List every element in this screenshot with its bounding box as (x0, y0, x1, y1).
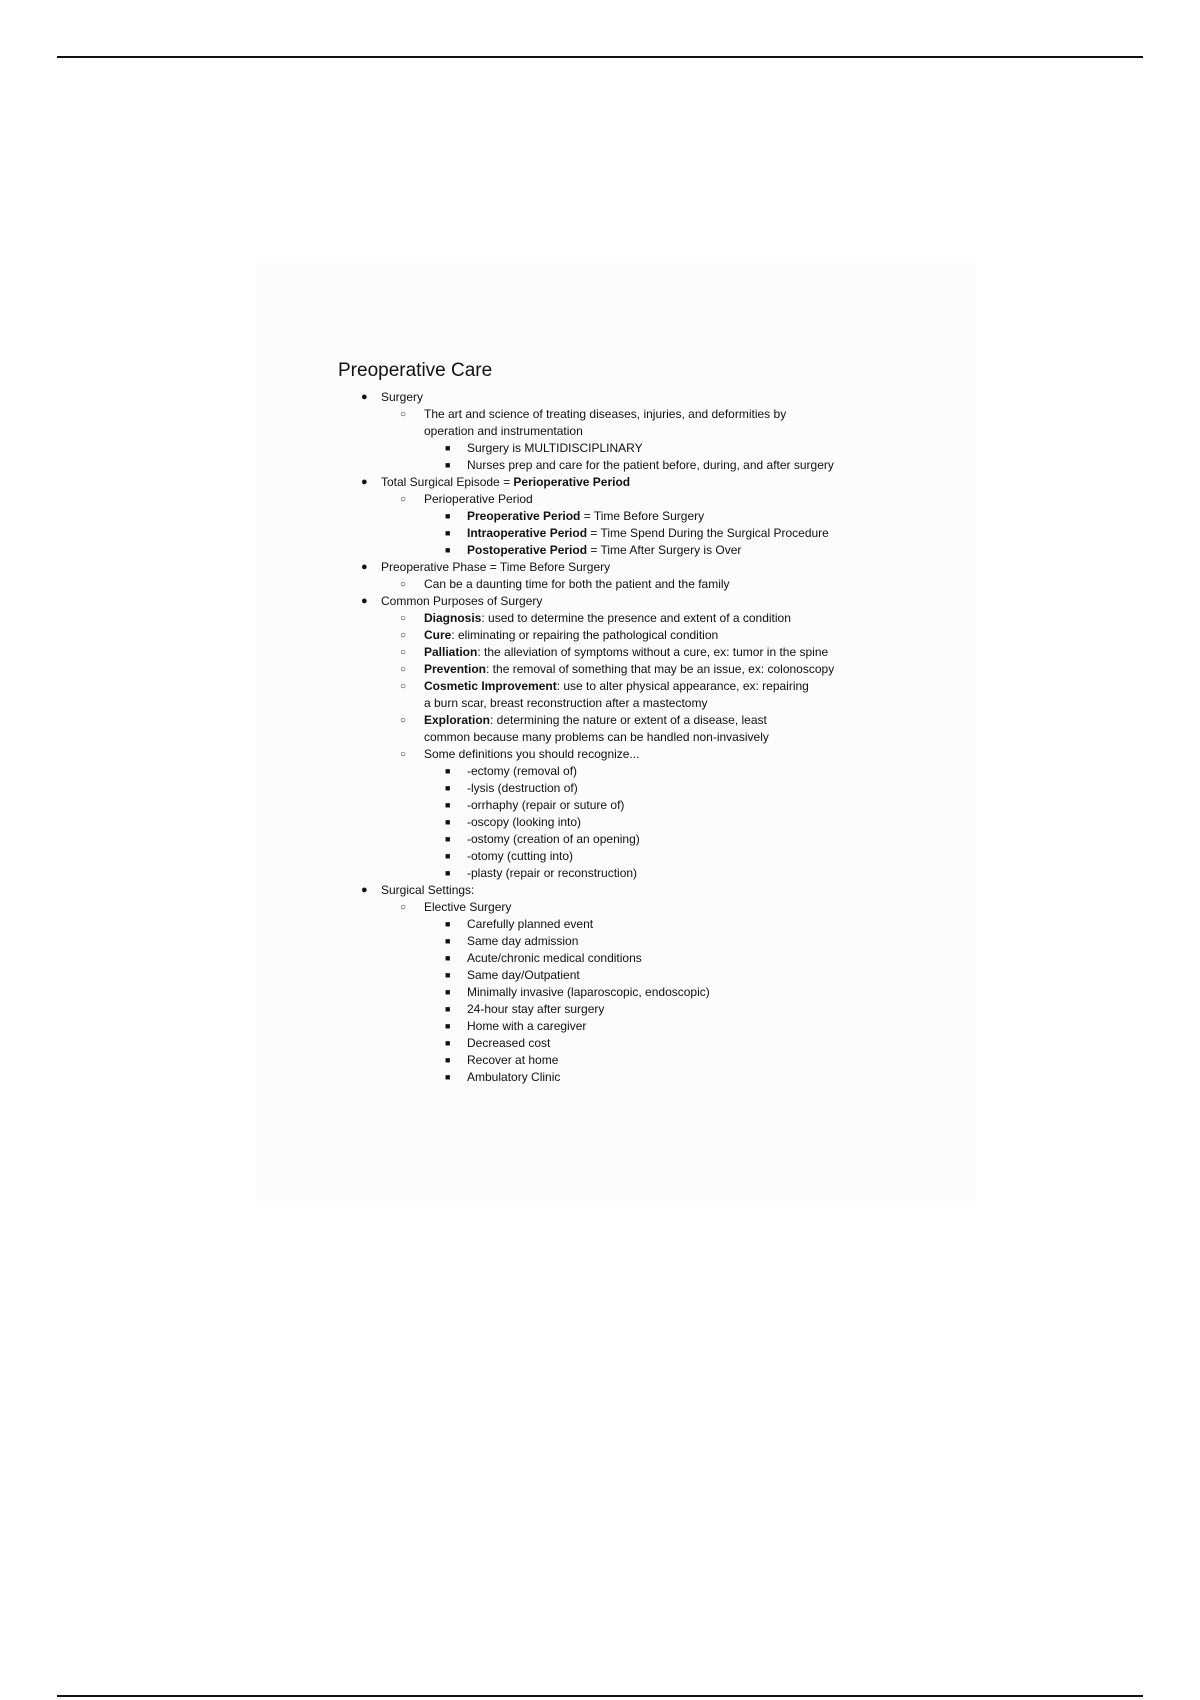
document-body (338, 360, 898, 1086)
outline-item-text (424, 678, 814, 712)
outline-item-text (381, 559, 898, 576)
outline-item-body: Same day/Outpatient (467, 968, 580, 982)
bullet-marker-icon: ■ (445, 936, 451, 946)
outline-item-text (467, 1052, 898, 1069)
bullet-marker-icon: ● (361, 595, 368, 607)
outline-item-level-3 (338, 457, 898, 474)
outline-item-body: -otomy (cutting into) (467, 849, 574, 863)
outline-item-level-3 (338, 1069, 898, 1086)
bullet-marker-icon: ● (361, 561, 368, 573)
outline-item-body: : used to determine the presence and extent of a condition (481, 611, 791, 625)
outline-item-body: The art and science of treating diseases, injuries, and deformities by operation and instrumentation (424, 407, 787, 438)
outline-item-text (467, 1018, 898, 1035)
bullet-marker-icon: ■ (445, 834, 451, 844)
bullet-marker-icon: ■ (445, 511, 451, 521)
outline-item-body: Perioperative Period (424, 492, 533, 506)
outline-item-body: -ectomy (removal of) (467, 764, 578, 778)
outline-item-text (381, 474, 898, 491)
bullet-marker-icon: ○ (400, 630, 407, 641)
outline-item-label: Prevention (424, 662, 487, 676)
outline-item-level-3 (338, 1035, 898, 1052)
bullet-marker-icon: ○ (400, 613, 407, 624)
bullet-marker-icon: ■ (445, 1038, 451, 1048)
outline-item-text (424, 644, 898, 661)
bullet-marker-icon: ○ (400, 664, 407, 675)
bullet-marker-icon: ■ (445, 953, 451, 963)
outline-item-level-1 (338, 474, 898, 491)
outline-item-label: Intraoperative Period (467, 526, 588, 540)
outline-item-body: Some definitions you should recognize... (424, 747, 640, 761)
outline-item-level-1 (338, 593, 898, 610)
bullet-marker-icon: ○ (400, 681, 407, 692)
bullet-marker-icon: ○ (400, 647, 407, 658)
bullet-marker-icon: ■ (445, 919, 451, 929)
outline-item-level-3 (338, 763, 898, 780)
outline-item-text (467, 950, 898, 967)
outline-item-level-3 (338, 865, 898, 882)
outline-item-body: Surgical Settings: (381, 883, 475, 897)
outline-item-body: : use to alter physical appearance, ex: repairing a burn scar, breast reconstruction after a mastectomy (424, 679, 809, 710)
bullet-marker-icon: ■ (445, 1004, 451, 1014)
outline-item-text (467, 542, 898, 559)
outline-item-level-2 (338, 661, 898, 678)
outline-item-level-1 (338, 559, 898, 576)
outline-item-text (424, 746, 898, 763)
bullet-marker-icon: ■ (445, 851, 451, 861)
outline-item-level-2 (338, 712, 814, 746)
outline-item-text (467, 440, 898, 457)
bullet-marker-icon: ■ (445, 817, 451, 827)
outline-item-body: Elective Surgery (424, 900, 512, 914)
outline-item-level-2 (338, 406, 814, 440)
outline-item-body: -ostomy (creation of an opening) (467, 832, 640, 846)
outline-item-text (381, 389, 898, 406)
outline-item-level-2 (338, 491, 898, 508)
outline-item-level-2 (338, 627, 898, 644)
bullet-marker-icon: ■ (445, 460, 451, 470)
outline-item-level-3 (338, 542, 898, 559)
outline-item-body: Can be a daunting time for both the patient and the family (424, 577, 730, 591)
outline-item-body: = Time After Surgery is Over (587, 543, 742, 557)
outline-item-body: -lysis (destruction of) (467, 781, 578, 795)
outline-item-level-3 (338, 967, 898, 984)
bullet-marker-icon: ■ (445, 1021, 451, 1031)
document-title: Preoperative Care (338, 360, 493, 381)
outline-item-body: = Time Spend During the Surgical Procedure (587, 526, 829, 540)
outline-item-level-3 (338, 1018, 898, 1035)
bullet-marker-icon: ■ (445, 970, 451, 980)
outline-item-body: Acute/chronic medical conditions (467, 951, 642, 965)
outline-item-level-2 (338, 678, 814, 712)
outline-item-label: Preoperative Period (467, 509, 581, 523)
outline-item-body: Common Purposes of Surgery (381, 594, 543, 608)
outline-item-text (467, 763, 898, 780)
outline-item-text (424, 610, 898, 627)
outline-item-text (467, 848, 898, 865)
bullet-marker-icon: ○ (400, 902, 407, 913)
outline-item-level-3 (338, 440, 898, 457)
outline-item-body: Nurses prep and care for the patient before, during, and after surgery (467, 458, 834, 472)
bullet-marker-icon: ● (361, 884, 368, 896)
outline-item-level-1 (338, 882, 898, 899)
outline-item-text (424, 661, 898, 678)
outline-item-body: Total Surgical Episode = (381, 475, 514, 489)
bullet-marker-icon: ■ (445, 783, 451, 793)
outline-item-text (424, 712, 814, 746)
outline-item-label: Palliation (424, 645, 478, 659)
outline-item-body: Preoperative Phase = Time Before Surgery (381, 560, 611, 574)
outline-item-text (467, 780, 898, 797)
outline-item-text (424, 491, 898, 508)
bullet-marker-icon: ■ (445, 1055, 451, 1065)
outline-item-text (467, 1001, 898, 1018)
outline-item-body: Decreased cost (467, 1036, 551, 1050)
outline-item-body: Recover at home (467, 1053, 559, 1067)
outline-item-label: Cosmetic Improvement (424, 679, 557, 693)
outline-item-level-3 (338, 814, 898, 831)
outline-item-text (467, 916, 898, 933)
outline-item-body: : eliminating or repairing the pathological condition (451, 628, 719, 642)
bullet-marker-icon: ■ (445, 800, 451, 810)
outline-item-level-3 (338, 831, 898, 848)
outline-item-text (424, 406, 814, 440)
outline-item-label: Exploration (424, 713, 491, 727)
outline-item-text (467, 1069, 898, 1086)
bullet-marker-icon: ■ (445, 766, 451, 776)
outline-item-body: : the removal of something that may be an issue, ex: colonoscopy (486, 662, 835, 676)
outline-item-label: Postoperative Period (467, 543, 588, 557)
outline-item-body: Ambulatory Clinic (467, 1070, 561, 1084)
outline-item-text (424, 576, 898, 593)
bullet-marker-icon: ■ (445, 443, 451, 453)
outline-item-text (381, 593, 898, 610)
outline-item-text (467, 508, 898, 525)
outline-item-level-3 (338, 525, 898, 542)
outline-item-level-3 (338, 1001, 898, 1018)
outline-item-text (467, 525, 898, 542)
outline-item-level-3 (338, 916, 898, 933)
outline-item-body: 24-hour stay after surgery (467, 1002, 605, 1016)
outline-item-body: = Time Before Surgery (580, 509, 705, 523)
outline-item-level-2 (338, 576, 898, 593)
outline-item-body: Surgery (381, 390, 424, 404)
bullet-marker-icon: ● (361, 391, 368, 403)
outline-item-text (467, 831, 898, 848)
outline-item-body: -orrhaphy (repair or suture of) (467, 798, 625, 812)
outline-item-body: Carefully planned event (467, 917, 594, 931)
outline-item-text (381, 882, 898, 899)
outline-item-level-2 (338, 644, 898, 661)
outline-item-text (424, 627, 898, 644)
outline-item-level-3 (338, 933, 898, 950)
outline-item-body: : determining the nature or extent of a disease, least common because many problems can be handled non-invasively (424, 713, 769, 744)
outline-item-level-3 (338, 508, 898, 525)
outline-item-level-2 (338, 899, 898, 916)
top-rule (57, 56, 1143, 58)
bullet-marker-icon: ○ (400, 749, 407, 760)
outline-item-text (467, 797, 898, 814)
outline-item-level-1 (338, 389, 898, 406)
outline-item-body: -oscopy (looking into) (467, 815, 582, 829)
outline-item-body: : the alleviation of symptoms without a cure, ex: tumor in the spine (477, 645, 829, 659)
outline-item-level-3 (338, 797, 898, 814)
outline-item-body: Same day admission (467, 934, 579, 948)
outline-item-body: Home with a caregiver (467, 1019, 587, 1033)
bullet-marker-icon: ■ (445, 528, 451, 538)
outline-item-text (467, 984, 898, 1001)
bullet-marker-icon: ■ (445, 1072, 451, 1082)
bullet-marker-icon: ○ (400, 715, 407, 726)
outline-item-text (424, 899, 898, 916)
outline-item-body: Surgery is MULTIDISCIPLINARY (467, 441, 643, 455)
bottom-rule (57, 1695, 1143, 1697)
bullet-marker-icon: ■ (445, 987, 451, 997)
outline-item-label: Cure (424, 628, 452, 642)
outline-item-text (467, 865, 898, 882)
outline-item-level-2 (338, 746, 898, 763)
bullet-marker-icon: ○ (400, 579, 407, 590)
outline-item-label: Diagnosis (424, 611, 482, 625)
outline-item-text (467, 814, 898, 831)
outline-item-level-3 (338, 780, 898, 797)
bullet-marker-icon: ■ (445, 545, 451, 555)
outline-item-level-3 (338, 848, 898, 865)
outline-item-level-3 (338, 950, 898, 967)
outline-item-level-3 (338, 984, 898, 1001)
outline-item-text (467, 967, 898, 984)
bullet-marker-icon: ○ (400, 409, 407, 420)
bullet-marker-icon: ○ (400, 494, 407, 505)
outline-item-emphasis: Perioperative Period (513, 475, 631, 489)
outline-item-level-2 (338, 610, 898, 627)
outline-item-level-3 (338, 1052, 898, 1069)
outline-list (338, 389, 898, 1086)
outline-item-text (467, 933, 898, 950)
outline-item-body: -plasty (repair or reconstruction) (467, 866, 638, 880)
bullet-marker-icon: ● (361, 476, 368, 488)
outline-item-text (467, 457, 898, 474)
outline-item-text (467, 1035, 898, 1052)
bullet-marker-icon: ■ (445, 868, 451, 878)
outline-item-body: Minimally invasive (laparoscopic, endoscopic) (467, 985, 710, 999)
